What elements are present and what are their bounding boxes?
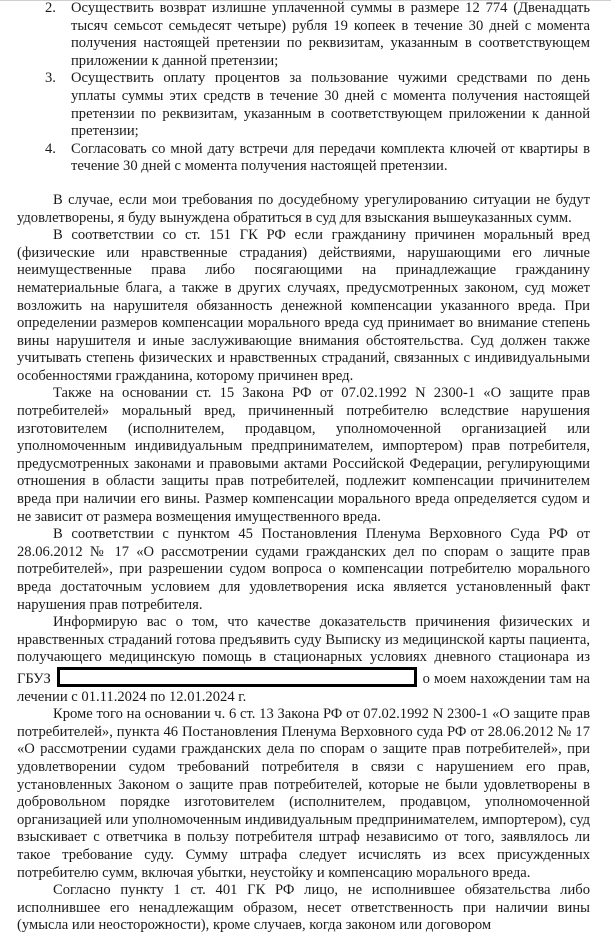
- spacer: [17, 176, 590, 192]
- paragraph-court-warning: В случае, если мои требования по досудебному урегулированию ситуации не будут удовлетворены, я буду вынуждена обратиться в суд для взыскания вышеуказанных сумм.: [17, 191, 590, 226]
- document-page: [17, 0, 590, 935]
- requirement-number: 3.: [45, 70, 56, 87]
- paragraph-point-45: В соответствии с пунктом 45 Постановления Пленума Верховного Суда РФ от 28.06.2012 № 17 «О рассмотрении судами гражданских дел по спорам о защите прав потребителей», при разрешении судом вопроса о компенсации потребителю морального вреда достаточным условием для удовлетворения иска является установленный факт нарушения прав потребителя.: [17, 526, 590, 613]
- paragraph-evidence: [17, 614, 590, 706]
- paragraph-article-151: В соответствии со ст. 151 ГК РФ если гражданину причинен моральный вред (физические или нравственные страдания) действиями, нарушающими его личные неимущественные права либо посягающими на принадлежащие гражданину нематериальные блага, а также в других случаях, предусмотренных законом, суд может возложить на нарушителя обязанность денежной компенсации указанного вреда. При определении размеров компенсации морального вреда суд принимает во внимание степень вины нарушителя и иные заслуживающие внимания обстоятельства. Суд должен также учитывать степень физических и нравственных страданий, связанных с индивидуальными особенностями гражданина, которому причинен вред.: [17, 227, 590, 384]
- requirement-item: [17, 0, 590, 70]
- paragraph-article-15: Также на основании ст. 15 Закона РФ от 07.02.1992 N 2300-1 «О защите прав потребителей» моральный вред, причиненный потребителю вследствие нарушения изготовителем (исполнителем, продавцом, уполномоченной организацией или уполномоченным индивидуальным предпринимателем, импортером) прав потребителя, предусмотренных законами и правовыми актами Российской Федерации, регулирующими отношения в области защиты прав потребителей, подлежит компенсации причинителем вреда при наличии его вины. Размер компенсации морального вреда определяется судом и не зависит от размера возмещения имущественного вреда.: [17, 385, 590, 525]
- requirement-item: [17, 70, 590, 140]
- requirement-text: Осуществить оплату процентов за пользование чужими средствами по день уплаты суммы этих средств в течение 30 дней с момента получения настоящей претензии по реквизитам, указанным в соответствующем приложении к данной претензии;: [71, 70, 590, 140]
- requirement-text: Согласовать со мной дату встречи для передачи комплекта ключей от квартиры в течение 30 дней с момента получения настоящей претензии.: [71, 140, 590, 175]
- requirement-number: 2.: [45, 0, 56, 16]
- requirement-item: [17, 141, 590, 176]
- requirement-number: 4.: [45, 140, 56, 157]
- paragraph-article-401: Согласно пункту 1 ст. 401 ГК РФ лицо, не исполнившее обязательства либо исполнившее его ненадлежащим образом, несет ответственность при наличии вины (умысла или неосторожности), кроме случаев, когда законом или договором: [17, 882, 590, 934]
- evidence-text-after: о моем нахождении там на лечении с 01.11.2024 по 12.01.2024 г.: [17, 670, 591, 705]
- requirements-list: [17, 0, 590, 176]
- redaction-box: [57, 667, 417, 687]
- requirement-text: Осуществить возврат излишне уплаченной суммы в размере 12 774 (Двенадцать тысяч семьсот семьдесят четыре) рубля 19 копеек в течение 30 дней с момента получения настоящей претензии по реквизитам, указанным в соответствующем приложении к данной претензии;: [71, 0, 590, 69]
- paragraph-point-46: Кроме того на основании ч. 6 ст. 13 Закона РФ от 07.02.1992 N 2300-1 «О защите прав потребителей», пункта 46 Постановления Пленума Верховного суда РФ от 28.06.2012 № 17 «О рассмотрении судами гражданских дела по спорам о защите прав потребителей», при удовлетворении судом требований потребителя в связи с нарушением его прав, установленных Законом о защите прав потребителей, которые не были удовлетворены в добровольном порядке изготовителем (исполнителем, продавцом, уполномоченной организацией или уполномоченным индивидуальным предпринимателем, импортером), суд взыскивает с ответчика в пользу потребителя штраф независимо от того, заявлялось ли такое требование суду. Сумму штрафа следует исчислять из всех присужденных потребителю сумм, включая убытки, неустойку и компенсацию морального вреда.: [17, 706, 590, 881]
- evidence-text-before: Информирую вас о том, что качестве доказательств причинения физических и нравственных страданий готова предъявить суду Выписку из медицинской карты пациента, получающего медицинскую помощь в стационарных условиях дневного стационара из ГБУЗ: [17, 614, 590, 687]
